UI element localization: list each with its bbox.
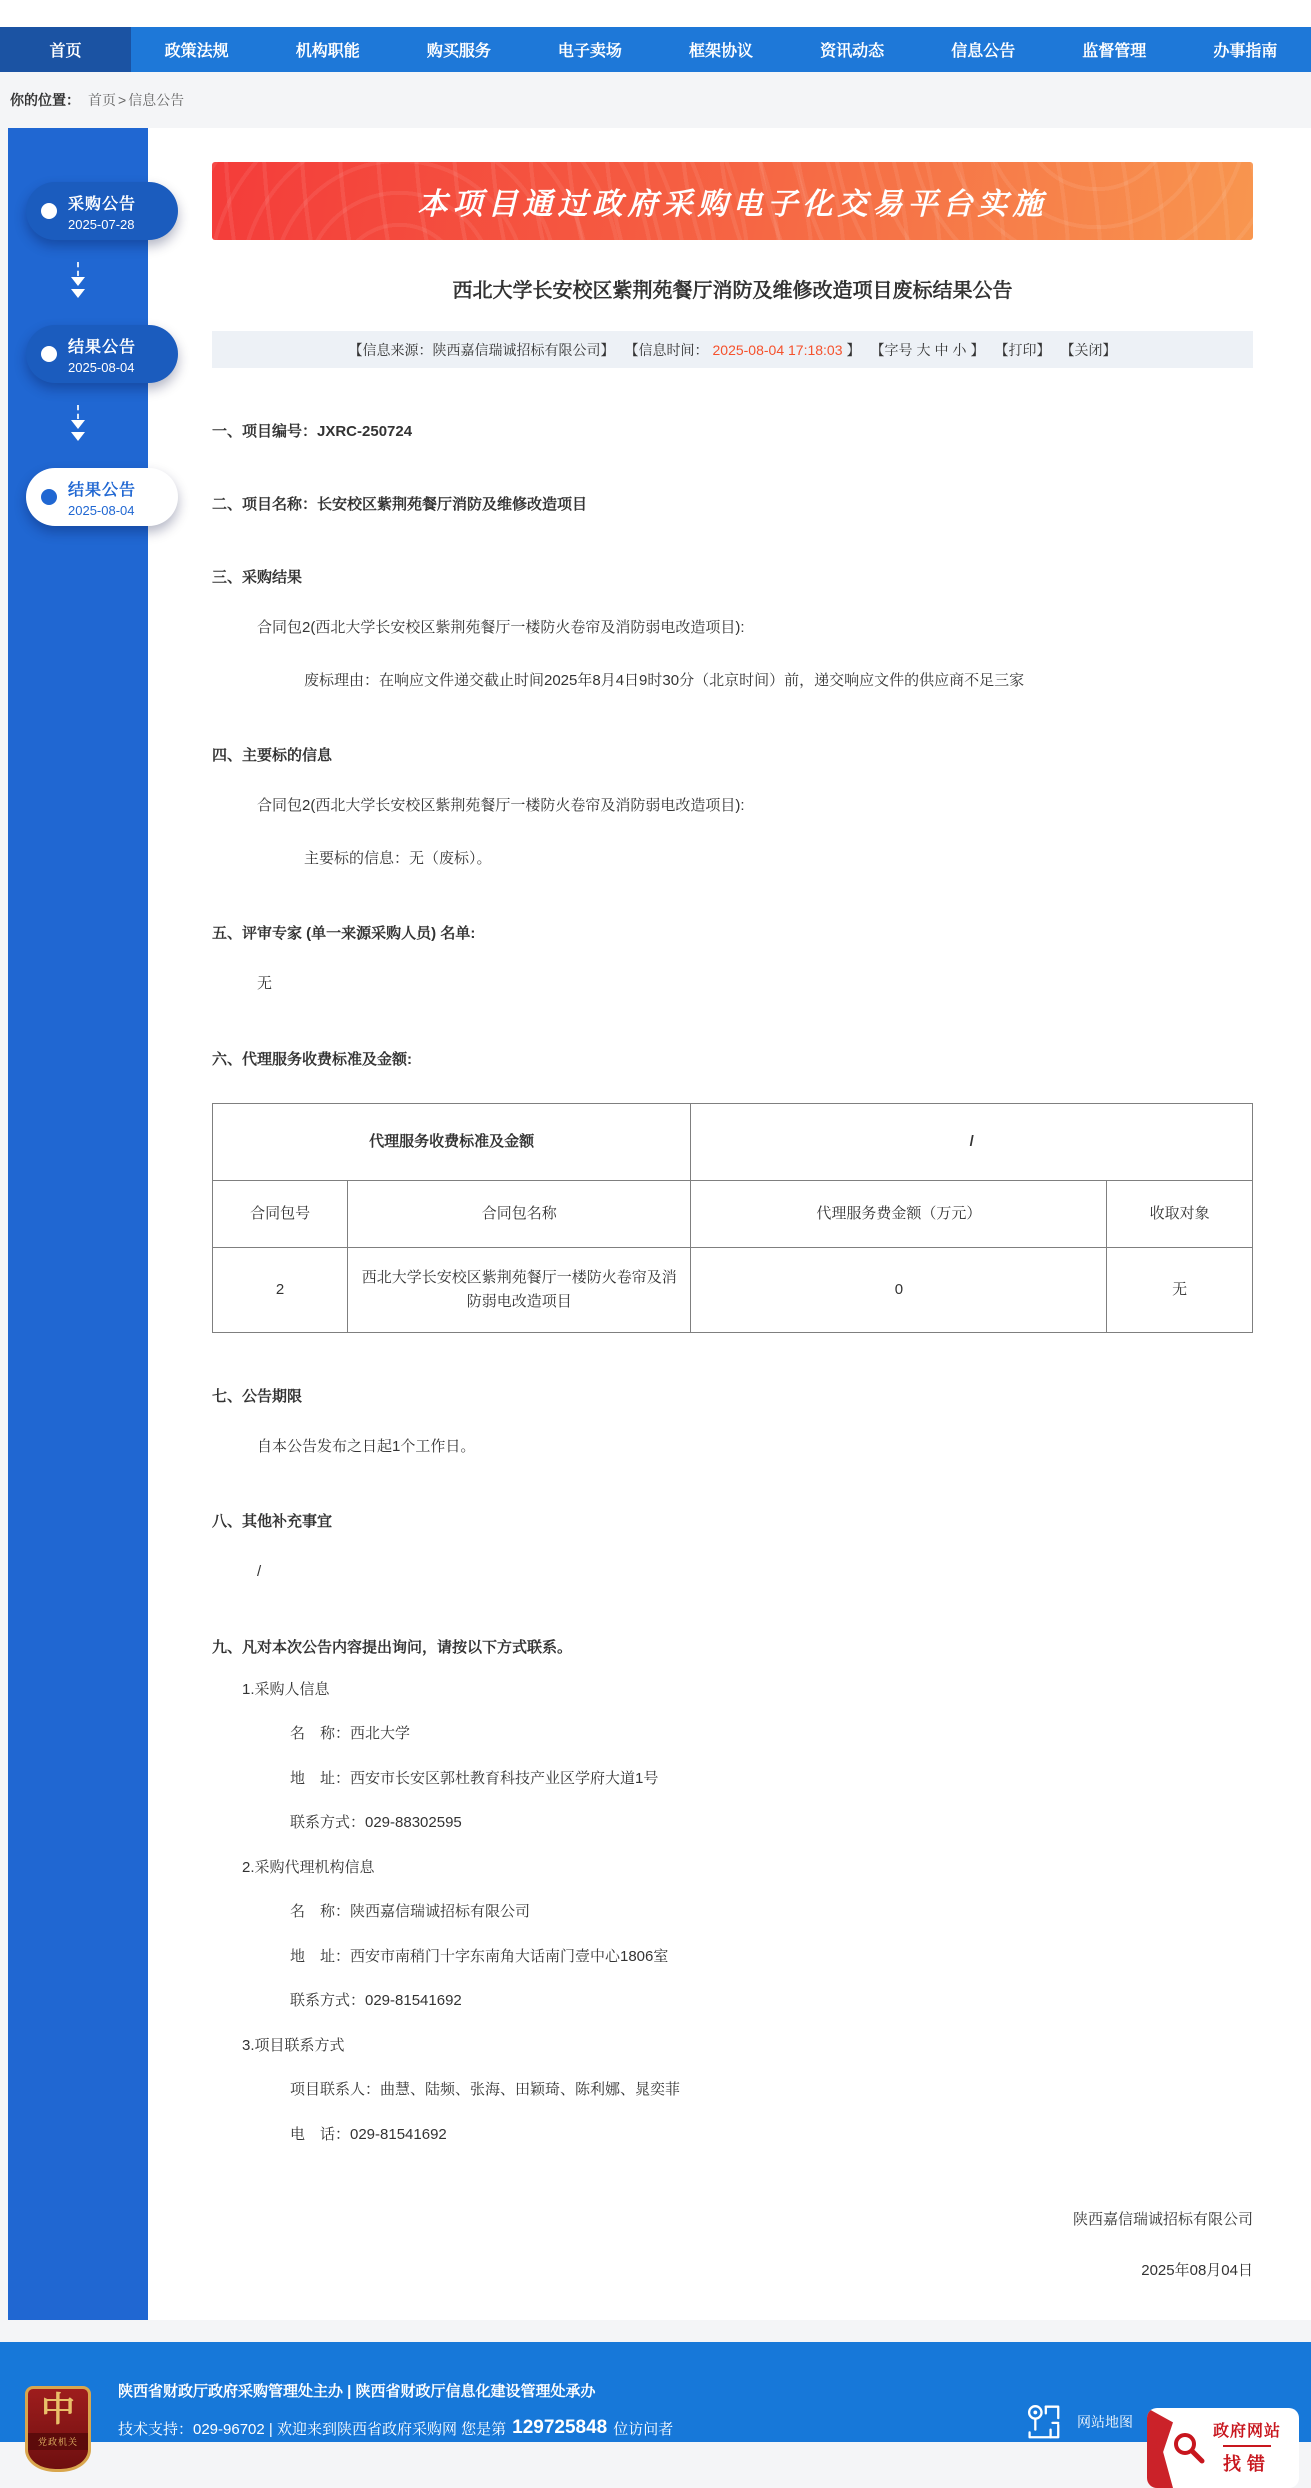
sitemap-icon[interactable] bbox=[1021, 2400, 1063, 2442]
timeline-item-date: 2025-08-04 bbox=[68, 359, 135, 375]
section-project-name: 二、项目名称：长安校区紫荆苑餐厅消防及维修改造项目 bbox=[212, 496, 588, 513]
buyer-info-title: 1.采购人信息 bbox=[242, 1680, 330, 1698]
fee-table-header-left: 代理服务收费标准及金额 bbox=[213, 1103, 691, 1180]
font-size-control: 【字号 大 中 小 】 bbox=[870, 341, 985, 358]
section-contact-heading: 九、凡对本次公告内容提出询问，请按以下方式联系。 bbox=[212, 1638, 573, 1656]
error-correction-badge[interactable] bbox=[1147, 2408, 1299, 2488]
agent-info-title: 2.采购代理机构信息 bbox=[242, 1858, 375, 1876]
timeline-arrow-icon bbox=[8, 262, 148, 305]
main-subject-info: 主要标的信息：无（废标）。 bbox=[304, 849, 492, 867]
emblem-glyph: 中 bbox=[41, 2392, 75, 2429]
signature-company: 陕西嘉信瑞诚招标有限公司 bbox=[1072, 2211, 1253, 2228]
timeline-item-label: 结果公告 bbox=[68, 338, 137, 356]
timeline-item-label: 采购公告 bbox=[68, 195, 137, 213]
footer-support-line: 技术支持：029-96702 | 欢迎来到陕西省政府采购网 您是第 129725848 位访问者 bbox=[118, 2417, 674, 2438]
project-contacts: 项目联系人：曲慧、陆频、张海、田颖琦、陈利娜、晁奕菲 bbox=[290, 2081, 681, 2098]
timeline-item-purchase-notice[interactable] bbox=[26, 182, 178, 240]
breadcrumb-label: 你的位置： bbox=[10, 92, 80, 108]
footer-text bbox=[118, 2376, 673, 2439]
nav-item-e-mall[interactable]: 电子卖场 bbox=[557, 43, 622, 60]
info-time: 【信息时间： 2025-08-04 17:18:03 】 bbox=[624, 341, 861, 358]
badge-title: 政府网站 bbox=[1213, 2423, 1282, 2440]
font-size-small-button[interactable]: 小 bbox=[952, 341, 967, 358]
procurement-result-reason: 废标理由：在响应文件递交截止时间2025年8月4日9时30分（北京时间）前，递交响应文件的供应商不足三家 bbox=[304, 671, 1025, 689]
nav-item-announcements[interactable]: 信息公告 bbox=[951, 43, 1016, 60]
badge-ribbon-icon bbox=[1147, 2408, 1173, 2488]
notice-period-value: 自本公告发布之日起1个工作日。 bbox=[257, 1437, 476, 1455]
article-content bbox=[148, 128, 1311, 2320]
government-emblem-icon bbox=[25, 2386, 91, 2472]
footer-gap bbox=[0, 2320, 1311, 2342]
breadcrumb-current-link[interactable]: 信息公告 bbox=[128, 92, 185, 108]
breadcrumb-home-link[interactable]: 首页 bbox=[88, 92, 116, 108]
section-agency-fee-heading: 六、代理服务收费标准及金额: bbox=[212, 1050, 412, 1068]
signature-block bbox=[212, 2208, 1253, 2280]
close-button[interactable]: 【关闭】 bbox=[1060, 341, 1117, 358]
experts-value: 无 bbox=[257, 975, 273, 992]
visitor-count: 129725848 bbox=[512, 2417, 608, 2438]
print-button[interactable]: 【打印】 bbox=[994, 341, 1051, 358]
fee-table-col-package-name: 合同包名称 bbox=[348, 1180, 691, 1247]
footer bbox=[0, 2342, 1311, 2474]
nav-item-guide[interactable]: 办事指南 bbox=[1213, 43, 1278, 60]
info-time-value: 2025-08-04 17:18:03 bbox=[712, 341, 843, 358]
timeline-item-date: 2025-08-04 bbox=[68, 502, 135, 518]
timeline-item-result-notice-2-active[interactable] bbox=[26, 468, 178, 526]
timeline-dot-icon bbox=[41, 489, 57, 505]
nav-item-framework-agreement[interactable]: 框架协议 bbox=[689, 43, 754, 60]
nav-item-policies[interactable]: 政策法规 bbox=[164, 43, 229, 60]
other-matters-value: / bbox=[257, 1563, 262, 1580]
info-source: 【信息来源：陕西嘉信瑞诚招标有限公司】 bbox=[348, 341, 615, 358]
breadcrumb-separator: > bbox=[118, 92, 127, 108]
page-title: 西北大学长安校区紫荆苑餐厅消防及维修改造项目废标结果公告 bbox=[452, 280, 1013, 302]
timeline-item-result-notice-1[interactable] bbox=[26, 325, 178, 383]
signature-date: 2025年08月04日 bbox=[1141, 2262, 1253, 2279]
timeline-item-date: 2025-07-28 bbox=[68, 216, 135, 232]
agency-fee-table bbox=[212, 1103, 1253, 1333]
section-main-subject-heading: 四、主要标的信息 bbox=[212, 747, 333, 764]
project-contact-title: 3.项目联系方式 bbox=[242, 2036, 345, 2054]
agent-name: 名 称：陕西嘉信瑞诚招标有限公司 bbox=[290, 1903, 531, 1920]
table-row bbox=[213, 1247, 1253, 1332]
nav-item-purchase-services[interactable]: 购买服务 bbox=[426, 43, 491, 60]
cell-package-name: 西北大学长安校区紫荆苑餐厅一楼防火卷帘及消防弱电改造项目 bbox=[348, 1247, 691, 1332]
buyer-address: 地 址：西安市长安区郭杜教育科技产业区学府大道1号 bbox=[290, 1769, 659, 1787]
timeline-dot-icon bbox=[41, 203, 57, 219]
section-other-matters-heading: 八、其他补充事宜 bbox=[212, 1513, 333, 1530]
buyer-telephone: 联系方式：029-88302595 bbox=[290, 1814, 462, 1831]
platform-banner-text: 本项目通过政府采购电子化交易平台实施 bbox=[417, 188, 1048, 221]
info-bar bbox=[212, 331, 1253, 368]
sitemap-link[interactable]: 网站地图 bbox=[1077, 2414, 1133, 2430]
timeline-sidebar bbox=[8, 128, 148, 2320]
fee-table-header-right: / bbox=[691, 1103, 1253, 1180]
project-telephone: 电 话：029-81541692 bbox=[290, 2125, 447, 2143]
cell-charge-target: 无 bbox=[1107, 1247, 1253, 1332]
main-subject-package: 合同包2(西北大学长安校区紫荆苑餐厅一楼防火卷帘及消防弱电改造项目): bbox=[257, 797, 745, 814]
procurement-result-package: 合同包2(西北大学长安校区紫荆苑餐厅一楼防火卷帘及消防弱电改造项目): bbox=[257, 619, 745, 636]
agent-telephone: 联系方式：029-81541692 bbox=[290, 1992, 462, 2009]
nav-item-news[interactable]: 资讯动态 bbox=[820, 43, 885, 60]
timeline-arrow-icon bbox=[8, 405, 148, 448]
section-project-number: 一、项目编号：JXRC-250724 bbox=[212, 423, 413, 440]
buyer-name: 名 称：西北大学 bbox=[290, 1725, 411, 1742]
magnifier-icon bbox=[1171, 2430, 1205, 2464]
fee-table-col-charge-target: 收取对象 bbox=[1107, 1180, 1253, 1247]
font-size-medium-button[interactable]: 中 bbox=[934, 341, 949, 358]
nav-item-home[interactable]: 首页 bbox=[0, 27, 131, 72]
platform-banner bbox=[212, 162, 1253, 240]
nav-item-supervision[interactable]: 监督管理 bbox=[1082, 43, 1147, 60]
timeline-item-label: 结果公告 bbox=[68, 481, 137, 499]
nav-item-functions[interactable]: 机构职能 bbox=[295, 43, 360, 60]
breadcrumb bbox=[0, 72, 1311, 128]
badge-subtitle: 找错 bbox=[1223, 2445, 1271, 2476]
footer-right bbox=[1021, 2376, 1299, 2488]
section-experts-heading: 五、评审专家 (单一来源采购人员) 名单: bbox=[212, 925, 476, 942]
timeline-dot-icon bbox=[41, 346, 57, 362]
cell-fee-amount: 0 bbox=[691, 1247, 1107, 1332]
section-procurement-result-heading: 三、采购结果 bbox=[212, 569, 303, 586]
top-strip bbox=[0, 0, 1311, 27]
agent-address: 地 址：西安市南稍门十字东南角大话南门壹中心1806室 bbox=[290, 1947, 669, 1965]
section-notice-period-heading: 七、公告期限 bbox=[212, 1387, 303, 1405]
font-size-large-button[interactable]: 大 bbox=[916, 341, 931, 358]
main-nav bbox=[0, 27, 1311, 72]
emblem-caption: 党政机关 bbox=[28, 2433, 88, 2450]
fee-table-col-package-no: 合同包号 bbox=[213, 1180, 348, 1247]
fee-table-col-fee-amount: 代理服务费金额（万元） bbox=[691, 1180, 1107, 1247]
cell-package-no: 2 bbox=[213, 1247, 348, 1332]
footer-organizer-line: 陕西省财政厅政府采购管理处主办 | 陕西省财政厅信息化建设管理处承办 bbox=[118, 2383, 596, 2400]
